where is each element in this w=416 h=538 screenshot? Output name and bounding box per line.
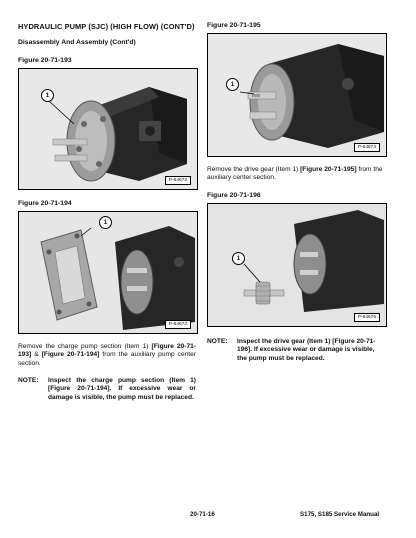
text-run: Remove the drive gear (Item 1) — [207, 166, 301, 173]
figure-caption-196: Figure 20-71-196 — [207, 192, 261, 199]
section-subtitle: Disassembly And Assembly (Cont'd) — [18, 39, 136, 46]
callout-item-1: 1 — [41, 89, 54, 102]
figure-reference: [Figure 20-71-195] — [300, 166, 357, 173]
pump-drive-gear-image — [208, 34, 386, 156]
callout-item-1: 1 — [99, 216, 112, 229]
instruction-paragraph — [18, 343, 196, 368]
note-block — [207, 338, 385, 363]
note-label: NOTE: — [18, 377, 39, 384]
drive-gear-removed-image — [208, 204, 386, 326]
figure-caption-195: Figure 20-71-195 — [207, 22, 261, 29]
note-block — [18, 377, 196, 402]
text-run: from the auxiliary pump center section. — [18, 351, 196, 367]
page-number: 20-71-16 — [190, 511, 215, 518]
note-text: Inspect the drive gear (Item 1) [Figure 20-71-196]. If excessive wear or damage is visible, the pump must be replaced. — [237, 338, 376, 362]
instruction-paragraph — [207, 166, 385, 183]
text-run: & — [31, 351, 42, 359]
text-run: Remove the charge pump section (Item 1) — [18, 343, 152, 350]
pump-and-charge-plate-image — [19, 212, 197, 333]
callout-item-1: 1 — [232, 252, 245, 265]
figure-reference: [Figure 20-71-193] — [18, 343, 196, 359]
callout-item-1: 1 — [226, 78, 239, 91]
figure-195-photo — [207, 33, 387, 157]
note-label: NOTE: — [207, 338, 228, 345]
figure-194-photo — [18, 211, 198, 334]
note-text: Inspect the charge pump section (Item 1) [Figure 20-71-194]. If excessive wear or damage is visible, the pump must be replaced. — [48, 377, 196, 401]
figure-reference: [Figure 20-71-194] — [41, 351, 100, 359]
figure-code: P-64673 — [165, 320, 191, 329]
text-run: from the auxiliary center section. — [207, 166, 383, 182]
figure-code: P-64672 — [165, 176, 191, 185]
figure-196-photo — [207, 203, 387, 327]
figure-193-photo — [18, 68, 198, 190]
manual-title: S175, S185 Service Manual — [300, 511, 380, 518]
figure-caption-194: Figure 20-71-194 — [18, 200, 72, 207]
page-title: HYDRAULIC PUMP (SJC) (HIGH FLOW) (CONT'D) — [18, 22, 195, 31]
figure-code: P-64675 — [354, 313, 380, 322]
figure-caption-193: Figure 20-71-193 — [18, 57, 72, 64]
pump-charge-section-image — [19, 69, 197, 189]
figure-code: P-64674 — [354, 143, 380, 152]
